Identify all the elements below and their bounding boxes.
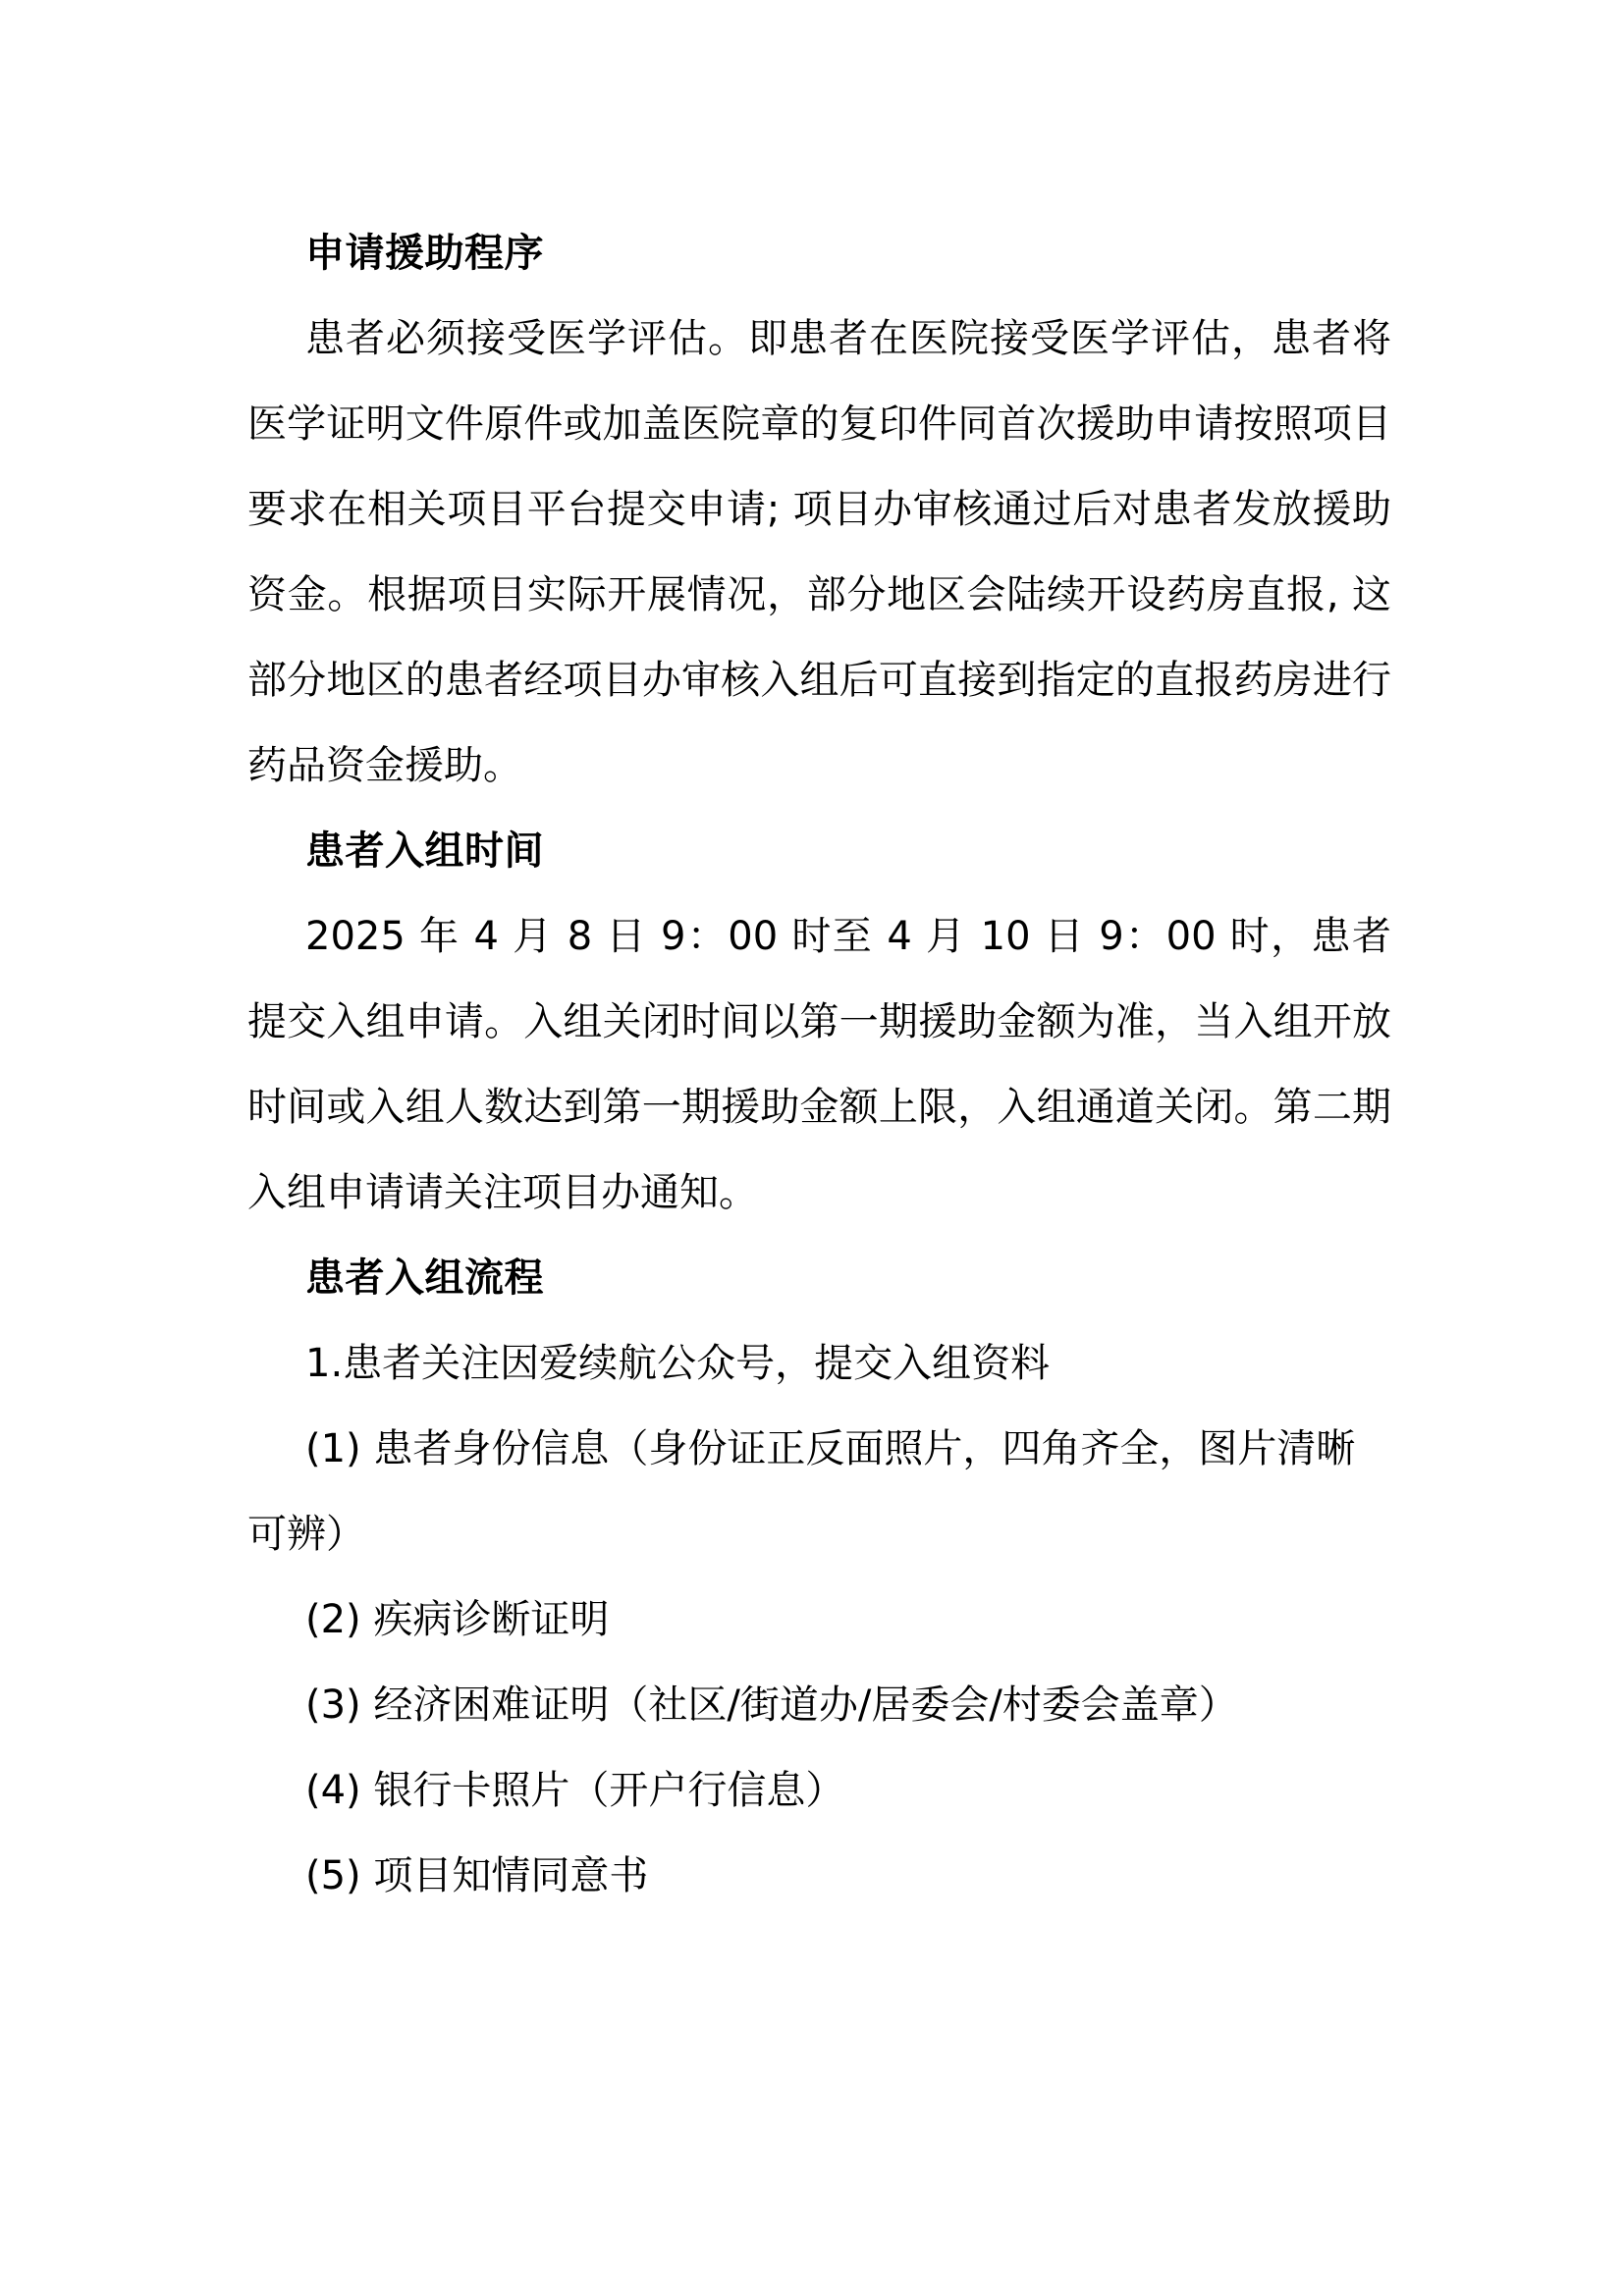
list-item-identity-info: (1) 患者身份信息（身份证正反面照片，四角齐全，图片清晰可辨） [247,1426,1356,1557]
list-item-hardship-certificate: (3) 经济困难证明（社区/街道办/居委会/村委会盖章） [305,1682,1238,1728]
section-body-enrollment-time: 2025 年 4 月 8 日 9：00 时至 4 月 10 日 9：00 时，患者提交入组申请。入组关闭时间以第一期援助金额为准，当入组开放时间或入组人数达到第一期援助金额上限，入组通道关闭。第二期入组申请请关注项目办通知。 [247,914,1391,1215]
section-heading-enrollment-process: 患者入组流程 [305,1255,544,1301]
section-heading-application-procedure: 申请援助程序 [305,231,544,276]
list-item-diagnosis-certificate: (2) 疾病诊断证明 [305,1597,610,1642]
process-step-follow-account: 1.患者关注因爱续航公众号，提交入组资料 [305,1341,1051,1386]
list-item-consent-form: (5) 项目知情同意书 [305,1853,649,1898]
document-content [247,211,1391,1919]
section-heading-enrollment-time: 患者入组时间 [305,828,544,874]
section-body-application-procedure: 患者必须接受医学评估。即患者在医院接受医学评估，患者将医学证明文件原件或加盖医院章的复印件同首次援助申请按照项目要求在相关项目平台提交申请; 项目办审核通过后对患者发放援助资金。根据项目实际开展情况，部分地区会陆续开设药房直报, 这部分地区的患者经项目办审核入组后可直接到指定的直报药房进行药品资金援助。 [247,316,1391,788]
list-item-bank-card-photo: (4) 银行卡照片（开户行信息） [305,1768,845,1813]
